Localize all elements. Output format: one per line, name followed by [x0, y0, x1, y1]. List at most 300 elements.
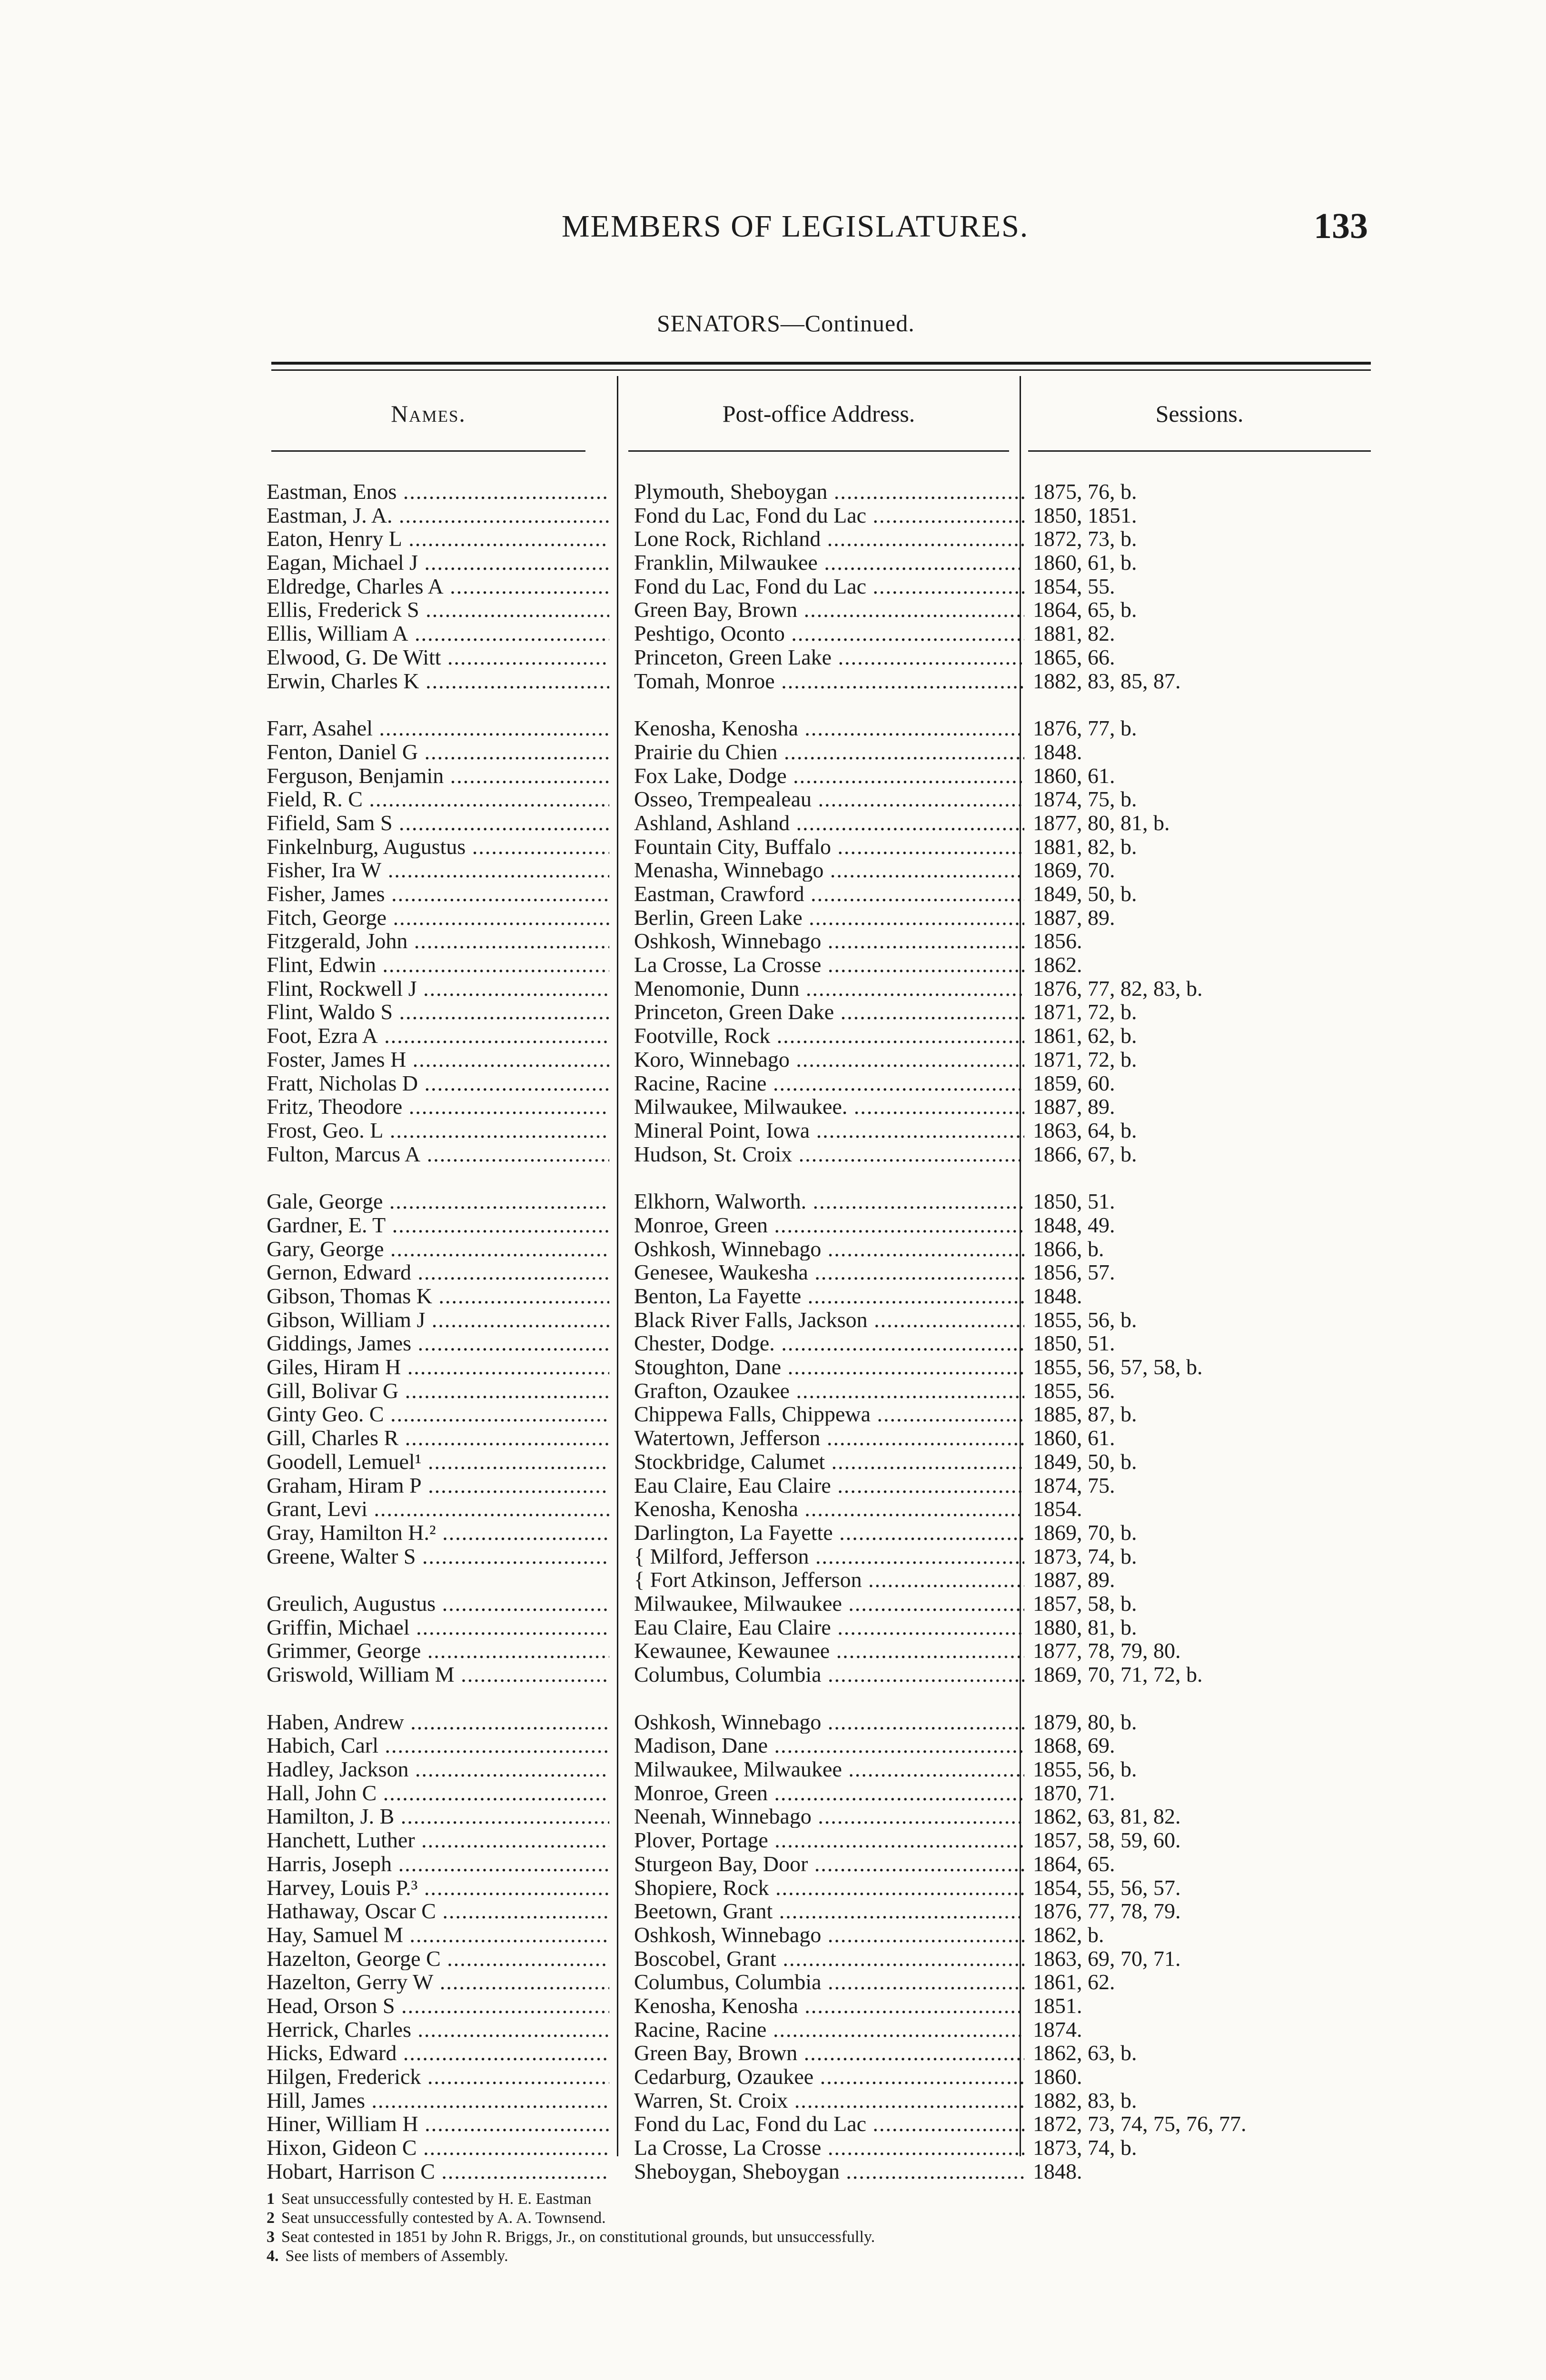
table-row [0, 1355, 1546, 1379]
post-office-address: Elkhorn, Walworth. ..... [634, 1190, 1024, 1213]
sessions-value: 1874, 75. [1033, 1473, 1115, 1497]
column-header-names: Names. [391, 400, 466, 427]
footnote-number: 3 [267, 2228, 275, 2246]
senator-name: Goodell, Lemuel¹ ..... [267, 1450, 609, 1473]
table-row [0, 1119, 1546, 1142]
sessions-value: 1869, 70. [1033, 858, 1115, 882]
letter-group [0, 1710, 1546, 2183]
post-office-address: Kenosha, Kenosha ..... [634, 1994, 1024, 2017]
senator-name: Ginty Geo. C ..... [267, 1402, 609, 1426]
senator-name: Gibson, Thomas K ..... [267, 1284, 609, 1308]
sessions-value: 1880, 81, b. [1033, 1615, 1137, 1639]
table-row [0, 1805, 1546, 1828]
table-row [0, 480, 1546, 504]
sessions-value: 1855, 56, 57, 58, b. [1033, 1355, 1203, 1379]
sessions-value: 1873, 74, b. [1033, 1544, 1137, 1568]
senator-name: Grimmer, George ..... [267, 1639, 609, 1662]
post-office-address: Darlington, La Fayette ..... [634, 1521, 1024, 1544]
post-office-address: Milwaukee, Milwaukee ..... [634, 1757, 1024, 1781]
table-row [0, 1426, 1546, 1450]
senator-name: Eastman, Enos ..... [267, 480, 609, 503]
sessions-value: 1862, 63, 81, 82. [1033, 1805, 1181, 1828]
table-row [0, 811, 1546, 835]
table-row [0, 1497, 1546, 1521]
senator-name: Gardner, E. T ..... [267, 1213, 609, 1237]
table-row [0, 1450, 1546, 1474]
top-rule-thin [271, 369, 1371, 371]
sessions-value: 1881, 82, b. [1033, 834, 1137, 858]
post-office-address: Chester, Dodge. ..... [634, 1331, 1024, 1355]
footnote-number: 1 [267, 2190, 275, 2208]
senator-name: Field, R. C ..... [267, 787, 609, 811]
senator-name: Gray, Hamilton H.² ..... [267, 1521, 609, 1544]
post-office-address: { Fort Atkinson, Jefferson ..... [634, 1568, 1024, 1591]
sessions-value: 1848. [1033, 2159, 1082, 2183]
post-office-address: Milwaukee, Milwaukee ..... [634, 1592, 1024, 1615]
table-row [0, 953, 1546, 977]
senator-name: Harris, Joseph ..... [267, 1852, 609, 1875]
header-underline-address [628, 450, 1009, 452]
sessions-value: 1854, 55, 56, 57. [1033, 1875, 1181, 1899]
post-office-address: { Milford, Jefferson ..... [634, 1545, 1024, 1568]
senator-name: Graham, Hiram P ..... [267, 1474, 609, 1497]
sessions-value: 1876, 77, 78, 79. [1033, 1899, 1181, 1923]
post-office-address: Menomonie, Dunn ..... [634, 977, 1024, 1000]
table-row [0, 1308, 1546, 1332]
table-row [0, 504, 1546, 527]
sessions-value: 1871, 72, b. [1033, 1047, 1137, 1071]
header-underline-sessions [1028, 450, 1371, 452]
senator-name: Hicks, Edward ..... [267, 2041, 609, 2064]
sessions-value: 1887, 89. [1033, 1095, 1115, 1119]
senator-name: Ferguson, Benjamin ..... [267, 764, 609, 787]
table-row [0, 2018, 1546, 2042]
table-row [0, 1024, 1546, 1048]
post-office-address: Peshtigo, Oconto ..... [634, 622, 1024, 645]
table-row [0, 1213, 1546, 1237]
senator-name: Frost, Geo. L ..... [267, 1119, 609, 1142]
sessions-value: 1876, 77, 82, 83, b. [1033, 976, 1203, 1000]
section-subtitle: SENATORS—Continued. [657, 310, 915, 337]
table-row [0, 1237, 1546, 1261]
post-office-address: Osseo, Trempealeau ..... [634, 787, 1024, 811]
sessions-value: 1871, 72, b. [1033, 1000, 1137, 1024]
footnote-text: Seat contested in 1851 by John R. Briggs, Jr., on constitutional grounds, but unsuccessfully. [281, 2228, 875, 2246]
senator-name: Gill, Charles R ..... [267, 1426, 609, 1449]
post-office-address: Columbus, Columbia ..... [634, 1663, 1024, 1686]
table-row [0, 1379, 1546, 1403]
table-row [0, 645, 1546, 669]
post-office-address: Princeton, Green Dake ..... [634, 1000, 1024, 1023]
sessions-value: 1854, 55. [1033, 574, 1115, 598]
senator-name: Gibson, William J ..... [267, 1308, 609, 1331]
senator-name: Elwood, G. De Witt ..... [267, 645, 609, 669]
post-office-address: Princeton, Green Lake ..... [634, 645, 1024, 669]
table-row [0, 858, 1546, 882]
sessions-value: 1866, 67, b. [1033, 1142, 1137, 1166]
table-row [0, 1734, 1546, 1757]
sessions-value: 1882, 83, 85, 87. [1033, 669, 1181, 693]
table-row [0, 1947, 1546, 1971]
table-row [0, 1000, 1546, 1024]
senator-name: Flint, Waldo S ..... [267, 1000, 609, 1023]
sessions-value: 1874, 75, b. [1033, 787, 1137, 811]
post-office-address: Oshkosh, Winnebago ..... [634, 1710, 1024, 1734]
post-office-address: Oshkosh, Winnebago ..... [634, 1237, 1024, 1260]
senator-name: Griswold, William M ..... [267, 1663, 609, 1686]
page-title: MEMBERS OF LEGISLATURES. [562, 209, 1029, 244]
table-row [0, 2065, 1546, 2089]
sessions-value: 1881, 82. [1033, 622, 1115, 645]
senator-name: Grant, Levi ..... [267, 1497, 609, 1520]
table-row [0, 551, 1546, 575]
senator-name: Gill, Bolivar G ..... [267, 1379, 609, 1402]
sessions-value: 1861, 62. [1033, 1970, 1115, 1994]
senator-name: Ellis, Frederick S ..... [267, 598, 609, 621]
sessions-value: 1882, 83, b. [1033, 2088, 1137, 2112]
sessions-value: 1869, 70, 71, 72, b. [1033, 1663, 1203, 1686]
senator-name: Gale, George ..... [267, 1190, 609, 1213]
senator-name: Foster, James H ..... [267, 1048, 609, 1071]
table-row [0, 764, 1546, 788]
sessions-value: 1855, 56. [1033, 1378, 1115, 1402]
post-office-address: Boscobel, Grant ..... [634, 1947, 1024, 1970]
letter-group [0, 480, 1546, 693]
sessions-value: 1851. [1033, 1993, 1082, 2017]
senator-name: Flint, Edwin ..... [267, 953, 609, 976]
footnote-text: Seat unsuccessfully contested by A. A. Townsend. [281, 2209, 606, 2227]
senator-name: Herrick, Charles ..... [267, 2018, 609, 2041]
post-office-address: Stoughton, Dane ..... [634, 1355, 1024, 1378]
table-row [0, 740, 1546, 764]
table-row [0, 1260, 1546, 1284]
post-office-address: Oshkosh, Winnebago ..... [634, 1923, 1024, 1946]
senator-name: Hazelton, Gerry W ..... [267, 1970, 609, 1993]
sessions-value: 1872, 73, 74, 75, 76, 77. [1033, 2112, 1247, 2136]
post-office-address: Prairie du Chien ..... [634, 740, 1024, 764]
senator-name: Greene, Walter S ..... [267, 1545, 609, 1568]
senator-name: Hanchett, Luther ..... [267, 1828, 609, 1852]
senator-name: Hobart, Harrison C ..... [267, 2160, 609, 2183]
table-row [0, 622, 1546, 645]
table-row [0, 2041, 1546, 2065]
post-office-address: Eau Claire, Eau Claire ..... [634, 1616, 1024, 1639]
table-row [0, 1757, 1546, 1781]
sessions-value: 1875, 76, b. [1033, 480, 1137, 503]
sessions-value: 1873, 74, b. [1033, 2136, 1137, 2160]
post-office-address: Chippewa Falls, Chippewa ..... [634, 1402, 1024, 1426]
senator-name: Hadley, Jackson ..... [267, 1757, 609, 1781]
post-office-address: Monroe, Green ..... [634, 1781, 1024, 1805]
table-row [0, 1876, 1546, 1900]
sessions-value: 1850, 1851. [1033, 503, 1137, 527]
sessions-value: 1849, 50, b. [1033, 882, 1137, 905]
table-row [0, 1474, 1546, 1497]
sessions-value: 1848, 49. [1033, 1213, 1115, 1237]
senator-name: Habich, Carl ..... [267, 1734, 609, 1757]
senator-name: Fenton, Daniel G ..... [267, 740, 609, 764]
sessions-value: 1857, 58, b. [1033, 1591, 1137, 1615]
senator-name: Farr, Asahel ..... [267, 716, 609, 740]
top-rule-thick [271, 362, 1371, 365]
senator-name: Hall, John C ..... [267, 1781, 609, 1805]
senator-name: Fifield, Sam S ..... [267, 811, 609, 834]
post-office-address: Eastman, Crawford ..... [634, 882, 1024, 905]
post-office-address: Beetown, Grant ..... [634, 1899, 1024, 1923]
post-office-address: La Crosse, La Crosse ..... [634, 2136, 1024, 2159]
footnote [267, 2190, 875, 2209]
post-office-address: Kenosha, Kenosha ..... [634, 1497, 1024, 1520]
post-office-address: Milwaukee, Milwaukee. ..... [634, 1095, 1024, 1118]
post-office-address: Kenosha, Kenosha ..... [634, 716, 1024, 740]
post-office-address: Tomah, Monroe ..... [634, 669, 1024, 693]
sessions-value: 1863, 64, b. [1033, 1118, 1137, 1142]
sessions-value: 1848. [1033, 740, 1082, 764]
senator-name: Fisher, James ..... [267, 882, 609, 905]
post-office-address: Koro, Winnebago ..... [634, 1048, 1024, 1071]
senator-name: Erwin, Charles K ..... [267, 669, 609, 693]
post-office-address: Watertown, Jefferson ..... [634, 1426, 1024, 1449]
sessions-value: 1868, 69. [1033, 1734, 1115, 1757]
sessions-value: 1863, 69, 70, 71. [1033, 1946, 1181, 1970]
table-row [0, 1284, 1546, 1308]
table-row [0, 1048, 1546, 1071]
table-row [0, 1710, 1546, 1734]
sessions-value: 1855, 56, b. [1033, 1757, 1137, 1781]
senator-name: Fitch, George ..... [267, 906, 609, 929]
senator-name: Giddings, James ..... [267, 1331, 609, 1355]
sessions-value: 1848. [1033, 1284, 1082, 1308]
sessions-value: 1860, 61. [1033, 1426, 1115, 1450]
table-row [0, 2112, 1546, 2136]
table-row [0, 1545, 1546, 1568]
sessions-value: 1862, 63, b. [1033, 2041, 1137, 2065]
post-office-address: Shopiere, Rock ..... [634, 1876, 1024, 1899]
sessions-value: 1860, 61, b. [1033, 551, 1137, 575]
table-row [0, 598, 1546, 622]
sessions-value: 1850, 51. [1033, 1190, 1115, 1213]
post-office-address: Neenah, Winnebago ..... [634, 1805, 1024, 1828]
letter-group [0, 716, 1546, 1166]
footnote-text: See lists of members of Assembly. [285, 2247, 508, 2265]
senator-name: Hill, James ..... [267, 2089, 609, 2112]
sessions-value: 1874. [1033, 2017, 1082, 2041]
senator-name: Griffin, Michael ..... [267, 1616, 609, 1639]
post-office-address: Menasha, Winnebago ..... [634, 858, 1024, 882]
post-office-address: Berlin, Green Lake ..... [634, 906, 1024, 929]
senator-name: Hay, Samuel M ..... [267, 1923, 609, 1946]
page-number: 133 [1314, 206, 1368, 246]
senator-name: Eldredge, Charles A ..... [267, 575, 609, 598]
footnote-text: Seat unsuccessfully contested by H. E. Eastman [281, 2190, 592, 2208]
table-row [0, 1071, 1546, 1095]
post-office-address: Lone Rock, Richland ..... [634, 527, 1024, 550]
sessions-value: 1877, 78, 79, 80. [1033, 1639, 1181, 1663]
sessions-value: 1876, 77, b. [1033, 716, 1137, 740]
footnote [267, 2209, 875, 2228]
post-office-address: Hudson, St. Croix ..... [634, 1142, 1024, 1166]
senator-name: Flint, Rockwell J ..... [267, 977, 609, 1000]
post-office-address: Racine, Racine ..... [634, 2018, 1024, 2041]
sessions-value: 1864, 65. [1033, 1852, 1115, 1875]
post-office-address: Oshkosh, Winnebago ..... [634, 929, 1024, 952]
post-office-address: Fond du Lac, Fond du Lac ..... [634, 2112, 1024, 2135]
post-office-address: Franklin, Milwaukee ..... [634, 551, 1024, 574]
sessions-value: 1854. [1033, 1497, 1082, 1521]
senator-name: Gary, George ..... [267, 1237, 609, 1260]
table-row [0, 1521, 1546, 1545]
table-row [0, 929, 1546, 953]
sessions-value: 1887, 89. [1033, 1568, 1115, 1592]
post-office-address: Warren, St. Croix ..... [634, 2089, 1024, 2112]
table-row [0, 1190, 1546, 1213]
sessions-value: 1869, 70, b. [1033, 1520, 1137, 1544]
table-row [0, 1994, 1546, 2018]
post-office-address: Mineral Point, Iowa ..... [634, 1119, 1024, 1142]
header-underline-names [271, 450, 585, 452]
column-header-sessions: Sessions. [1155, 400, 1244, 427]
post-office-address: Fond du Lac, Fond du Lac ..... [634, 575, 1024, 598]
table-row [0, 1663, 1546, 1686]
footnote [267, 2247, 875, 2266]
table-row [0, 669, 1546, 693]
sessions-value: 1877, 80, 81, b. [1033, 811, 1170, 834]
table-row [0, 882, 1546, 906]
senator-name: Giles, Hiram H ..... [267, 1355, 609, 1378]
senator-name: Greulich, Augustus ..... [267, 1592, 609, 1615]
senator-name: Fratt, Nicholas D ..... [267, 1071, 609, 1095]
post-office-address: Green Bay, Brown ..... [634, 2041, 1024, 2064]
post-office-address: Black River Falls, Jackson ..... [634, 1308, 1024, 1331]
letter-group [0, 1190, 1546, 1686]
footnotes [267, 2190, 875, 2266]
sessions-value: 1885, 87, b. [1033, 1402, 1137, 1426]
senator-name: Eagan, Michael J ..... [267, 551, 609, 574]
table-row [0, 716, 1546, 740]
sessions-value: 1865, 66. [1033, 645, 1115, 669]
senator-name: Hilgen, Frederick ..... [267, 2065, 609, 2088]
table-row [0, 527, 1546, 551]
post-office-address: La Crosse, La Crosse ..... [634, 953, 1024, 976]
senator-name: Fitzgerald, John ..... [267, 929, 609, 952]
sessions-value: 1872, 73, b. [1033, 527, 1137, 551]
sessions-value: 1857, 58, 59, 60. [1033, 1828, 1181, 1852]
table-row [0, 1592, 1546, 1616]
senator-name: Eastman, J. A. ..... [267, 504, 609, 527]
senator-name: Eaton, Henry L ..... [267, 527, 609, 550]
sessions-value: 1860, 61. [1033, 764, 1115, 787]
senator-name: Hamilton, J. B ..... [267, 1805, 609, 1828]
post-office-address: Kewaunee, Kewaunee ..... [634, 1639, 1024, 1662]
post-office-address: Benton, La Fayette ..... [634, 1284, 1024, 1308]
footnote-number: 4. [267, 2247, 279, 2265]
table-row [0, 1852, 1546, 1876]
sessions-value: 1862. [1033, 953, 1082, 977]
table-row [0, 1639, 1546, 1663]
post-office-address: Monroe, Green ..... [634, 1213, 1024, 1237]
table-row [0, 2089, 1546, 2112]
sessions-value: 1855, 56, b. [1033, 1308, 1137, 1331]
post-office-address: Cedarburg, Ozaukee ..... [634, 2065, 1024, 2088]
post-office-address: Fond du Lac, Fond du Lac ..... [634, 504, 1024, 527]
senator-name: Finkelnburg, Augustus ..... [267, 835, 609, 858]
sessions-value: 1861, 62, b. [1033, 1024, 1137, 1048]
senator-name: Harvey, Louis P.³ ..... [267, 1876, 609, 1899]
table-row [0, 1828, 1546, 1852]
post-office-address: Grafton, Ozaukee ..... [634, 1379, 1024, 1402]
table-row [0, 1899, 1546, 1923]
senator-name: Hiner, William H ..... [267, 2112, 609, 2135]
column-header-address: Post-office Address. [722, 400, 915, 427]
sessions-value: 1856. [1033, 929, 1082, 953]
post-office-address: Racine, Racine ..... [634, 1071, 1024, 1095]
senator-name: Fulton, Marcus A ..... [267, 1142, 609, 1166]
post-office-address: Genesee, Waukesha ..... [634, 1260, 1024, 1284]
table-row [0, 2160, 1546, 2183]
sessions-value: 1870, 71. [1033, 1781, 1115, 1805]
senator-name: Head, Orson S ..... [267, 1994, 609, 2017]
post-office-address: Sturgeon Bay, Door ..... [634, 1852, 1024, 1875]
footnote-number: 2 [267, 2209, 275, 2227]
post-office-address: Footville, Rock ..... [634, 1024, 1024, 1047]
senators-table [0, 480, 1546, 2207]
senator-name: Foot, Ezra A ..... [267, 1024, 609, 1047]
senator-name: Ellis, William A ..... [267, 622, 609, 645]
table-row [0, 835, 1546, 859]
senator-name: Gernon, Edward ..... [267, 1260, 609, 1284]
sessions-value: 1849, 50, b. [1033, 1449, 1137, 1473]
post-office-address: Madison, Dane ..... [634, 1734, 1024, 1757]
sessions-value: 1887, 89. [1033, 905, 1115, 929]
post-office-address: Eau Claire, Eau Claire ..... [634, 1474, 1024, 1497]
sessions-value: 1862, b. [1033, 1923, 1104, 1946]
sessions-value: 1864, 65, b. [1033, 598, 1137, 622]
sessions-value: 1879, 80, b. [1033, 1710, 1137, 1734]
table-row [0, 1923, 1546, 1947]
sessions-value: 1866, b. [1033, 1237, 1104, 1260]
senator-name: Fritz, Theodore ..... [267, 1095, 609, 1118]
senator-name: Fisher, Ira W ..... [267, 858, 609, 882]
table-row [0, 1781, 1546, 1805]
post-office-address: Ashland, Ashland ..... [634, 811, 1024, 834]
table-row [0, 787, 1546, 811]
post-office-address: Green Bay, Brown ..... [634, 598, 1024, 621]
post-office-address: Plymouth, Sheboygan ..... [634, 480, 1024, 503]
post-office-address: Plover, Portage ..... [634, 1828, 1024, 1852]
post-office-address: Stockbridge, Calumet ..... [634, 1450, 1024, 1473]
sessions-value: 1856, 57. [1033, 1260, 1115, 1284]
post-office-address: Fox Lake, Dodge ..... [634, 764, 1024, 787]
footnote [267, 2228, 875, 2247]
senator-name: Hathaway, Oscar C ..... [267, 1899, 609, 1923]
senator-name: Haben, Andrew ..... [267, 1710, 609, 1734]
table-row [0, 1970, 1546, 1994]
sessions-value: 1860. [1033, 2065, 1082, 2088]
table-row [0, 977, 1546, 1001]
sessions-value: 1850, 51. [1033, 1331, 1115, 1355]
table-row [0, 906, 1546, 930]
post-office-address: Columbus, Columbia ..... [634, 1970, 1024, 1993]
post-office-address: Fountain City, Buffalo ..... [634, 835, 1024, 858]
table-row [0, 1616, 1546, 1639]
table-row [0, 1095, 1546, 1119]
table-row [0, 1142, 1546, 1166]
table-row [0, 575, 1546, 598]
post-office-address: Sheboygan, Sheboygan ..... [634, 2160, 1024, 2183]
sessions-value: 1859, 60. [1033, 1071, 1115, 1095]
senator-name: Hazelton, George C ..... [267, 1947, 609, 1970]
table-row [0, 2136, 1546, 2160]
